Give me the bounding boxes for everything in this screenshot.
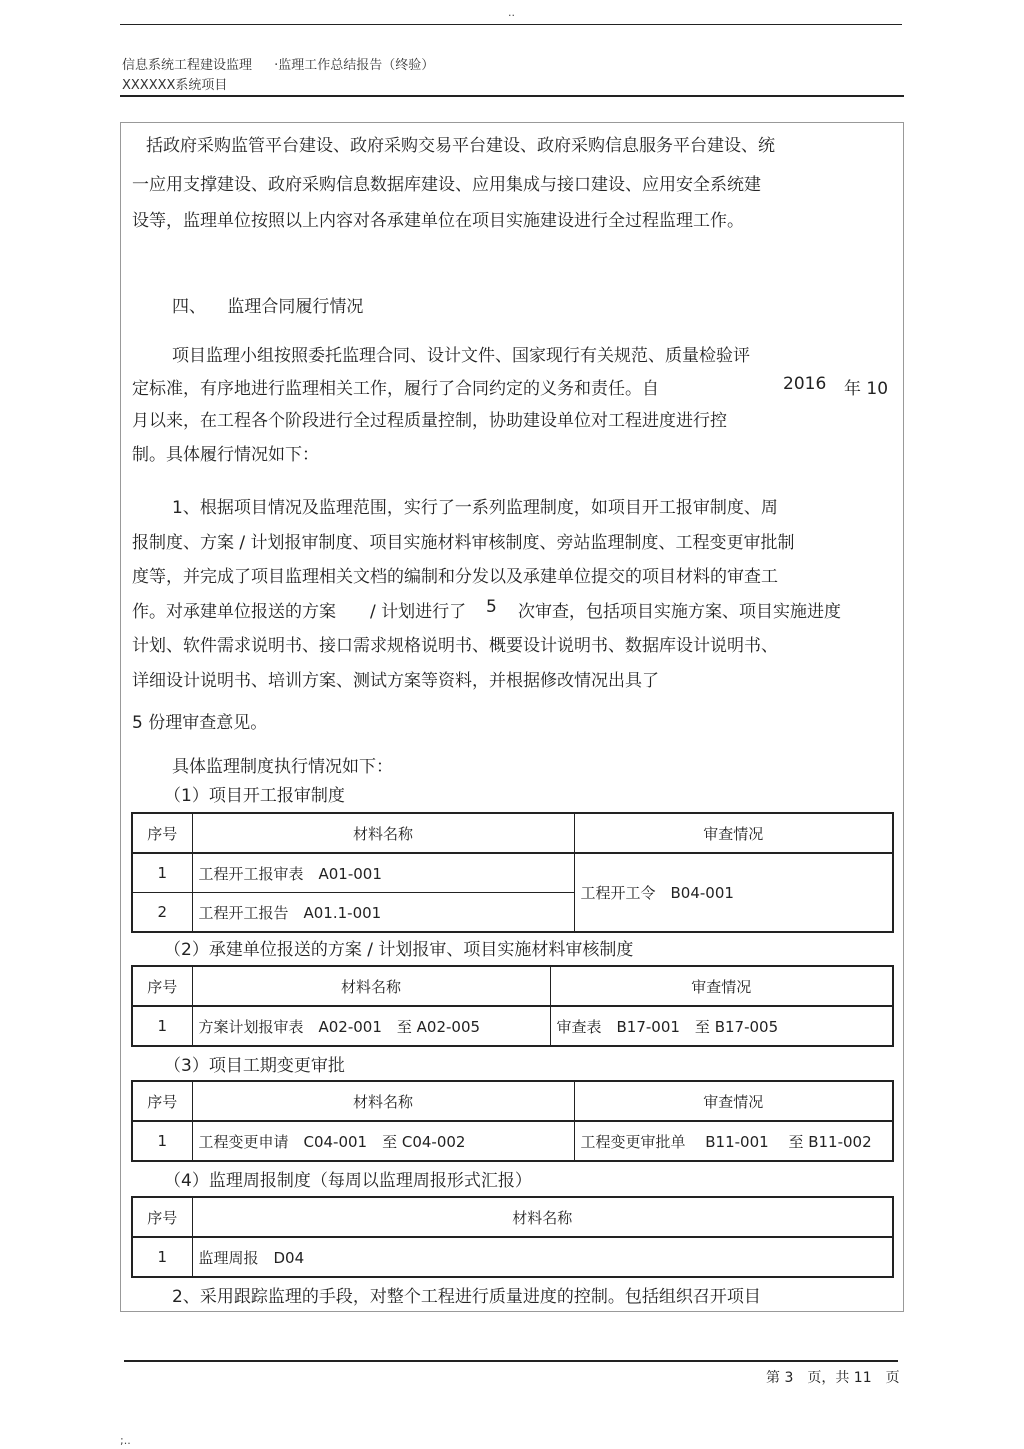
header-seq: 序号 (132, 966, 192, 1006)
table-row (132, 1121, 893, 1161)
item1-line-1: 1、根据项目情况及监理范围，实行了一系列监理制度，如项目开工报审制度、周 (172, 498, 778, 518)
row-material: 工程开工报告 A01.1-001 (192, 893, 574, 933)
sub3-title: （3）项目工期变更审批 (164, 1056, 345, 1076)
bottom-mark: ;.. (120, 1434, 131, 1447)
item1-line-4c: 次审查，包括项目实施方案、项目实施进度 (518, 602, 841, 622)
table-header-row (132, 1197, 893, 1237)
item1-line-4b: / 计划进行了 (370, 602, 467, 622)
table-header-row (132, 966, 893, 1006)
row-material: 方案计划报审表 A02-001 至 A02-005 (192, 1006, 550, 1046)
header-material: 材料名称 (192, 1197, 893, 1237)
header-seq: 序号 (132, 1197, 192, 1237)
header-seq: 序号 (132, 813, 192, 853)
contract-line-4: 制。具体履行情况如下： (132, 445, 319, 465)
row-material: 工程开工报审表 A01-001 (192, 853, 574, 893)
item1-review-count: 5 (486, 597, 497, 617)
header-review: 审查情况 (574, 1081, 893, 1121)
contract-line-2: 定标准，有序地进行监理相关工作，履行了合同约定的义务和责任。自 (132, 379, 659, 399)
sub1-table (131, 812, 894, 933)
header-material: 材料名称 (192, 813, 574, 853)
contract-line-3: 月以来，在工程各个阶段进行全过程质量控制，协助建设单位对工程进度进行控 (132, 411, 727, 431)
header-material: 材料名称 (192, 966, 550, 1006)
item1-line-2: 报制度、方案 / 计划报审制度、项目实施材料审核制度、旁站监理制度、工程变更审批制 (132, 533, 795, 553)
contract-year: 2016 (783, 374, 827, 394)
item1-line-4a: 作。对承建单位报送的方案 (132, 602, 336, 622)
header-report-title: ·监理工作总结报告（终验） (274, 58, 435, 73)
row-seq: 2 (132, 893, 192, 933)
header-top-rule (120, 24, 902, 25)
header-review: 审查情况 (574, 813, 893, 853)
row-seq: 1 (132, 1121, 192, 1161)
section-number: 四、 (172, 297, 206, 317)
row-review: 工程开工令 B04-001 (574, 853, 893, 932)
header-material: 材料名称 (192, 1081, 574, 1121)
row-material: 工程变更申请 C04-001 至 C04-002 (192, 1121, 574, 1161)
table-header-row (132, 1081, 893, 1121)
item1-line-6: 详细设计说明书、培训方案、测试方案等资料，并根据修改情况出具了 (132, 671, 659, 691)
table-row (132, 853, 893, 893)
row-seq: 1 (132, 1006, 192, 1046)
page-number: 第 3 页，共 11 页 (766, 1370, 900, 1386)
table-row (132, 1237, 893, 1277)
header-system-title: 信息系统工程建设监理 (122, 58, 253, 73)
sub4-title: （4）监理周报制度（每周以监理周报形式汇报） (164, 1171, 532, 1191)
header-review: 审查情况 (550, 966, 893, 1006)
header-bottom-rule (120, 95, 904, 97)
intro-line-1: 括政府采购监管平台建设、政府采购交易平台建设、政府采购信息服务平台建设、统 (146, 136, 775, 156)
sub4-table (131, 1196, 894, 1278)
item1-line-7: 5 份理审查意见。 (132, 713, 268, 733)
sub2-title: （2）承建单位报送的方案 / 计划报审、项目实施材料审核制度 (164, 940, 634, 960)
footer-rule (124, 1360, 898, 1362)
sub1-title: （1）项目开工报审制度 (164, 786, 345, 806)
contract-month: 年 10 (844, 379, 889, 399)
section-title: 监理合同履行情况 (227, 297, 364, 317)
sub2-table (131, 965, 894, 1047)
table-header-row (132, 813, 893, 853)
intro-line-3: 设等，监理单位按照以上内容对各承建单位在项目实施建设进行全过程监理工作。 (132, 211, 744, 231)
header-seq: 序号 (132, 1081, 192, 1121)
row-review: 审查表 B17-001 至 B17-005 (550, 1006, 893, 1046)
section-heading (172, 292, 363, 317)
row-seq: 1 (132, 1237, 192, 1277)
contract-line-1: 项目监理小组按照委托监理合同、设计文件、国家现行有关规范、质量检验评 (172, 346, 750, 366)
row-review: 工程变更审批单 B11-001 至 B11-002 (574, 1121, 893, 1161)
row-seq: 1 (132, 853, 192, 893)
row-material: 监理周报 D04 (192, 1237, 893, 1277)
intro-line-2: 一应用支撑建设、政府采购信息数据库建设、应用集成与接口建设、应用安全系统建 (132, 175, 761, 195)
table-row (132, 1006, 893, 1046)
item1-line-5: 计划、软件需求说明书、接口需求规格说明书、概要设计说明书、数据库设计说明书、 (132, 636, 778, 656)
top-mark: .. (508, 6, 515, 19)
header-line1 (122, 54, 434, 73)
item1-line-3: 度等，并完成了项目监理相关文档的编制和分发以及承建单位提交的项目材料的审查工 (132, 567, 778, 587)
sub3-table (131, 1080, 894, 1162)
exec-intro: 具体监理制度执行情况如下： (172, 757, 393, 777)
header-project-name: XXXXXX系统项目 (122, 78, 228, 93)
item2-line-1: 2、采用跟踪监理的手段，对整个工程进行质量进度的控制。包括组织召开项目 (172, 1287, 761, 1307)
